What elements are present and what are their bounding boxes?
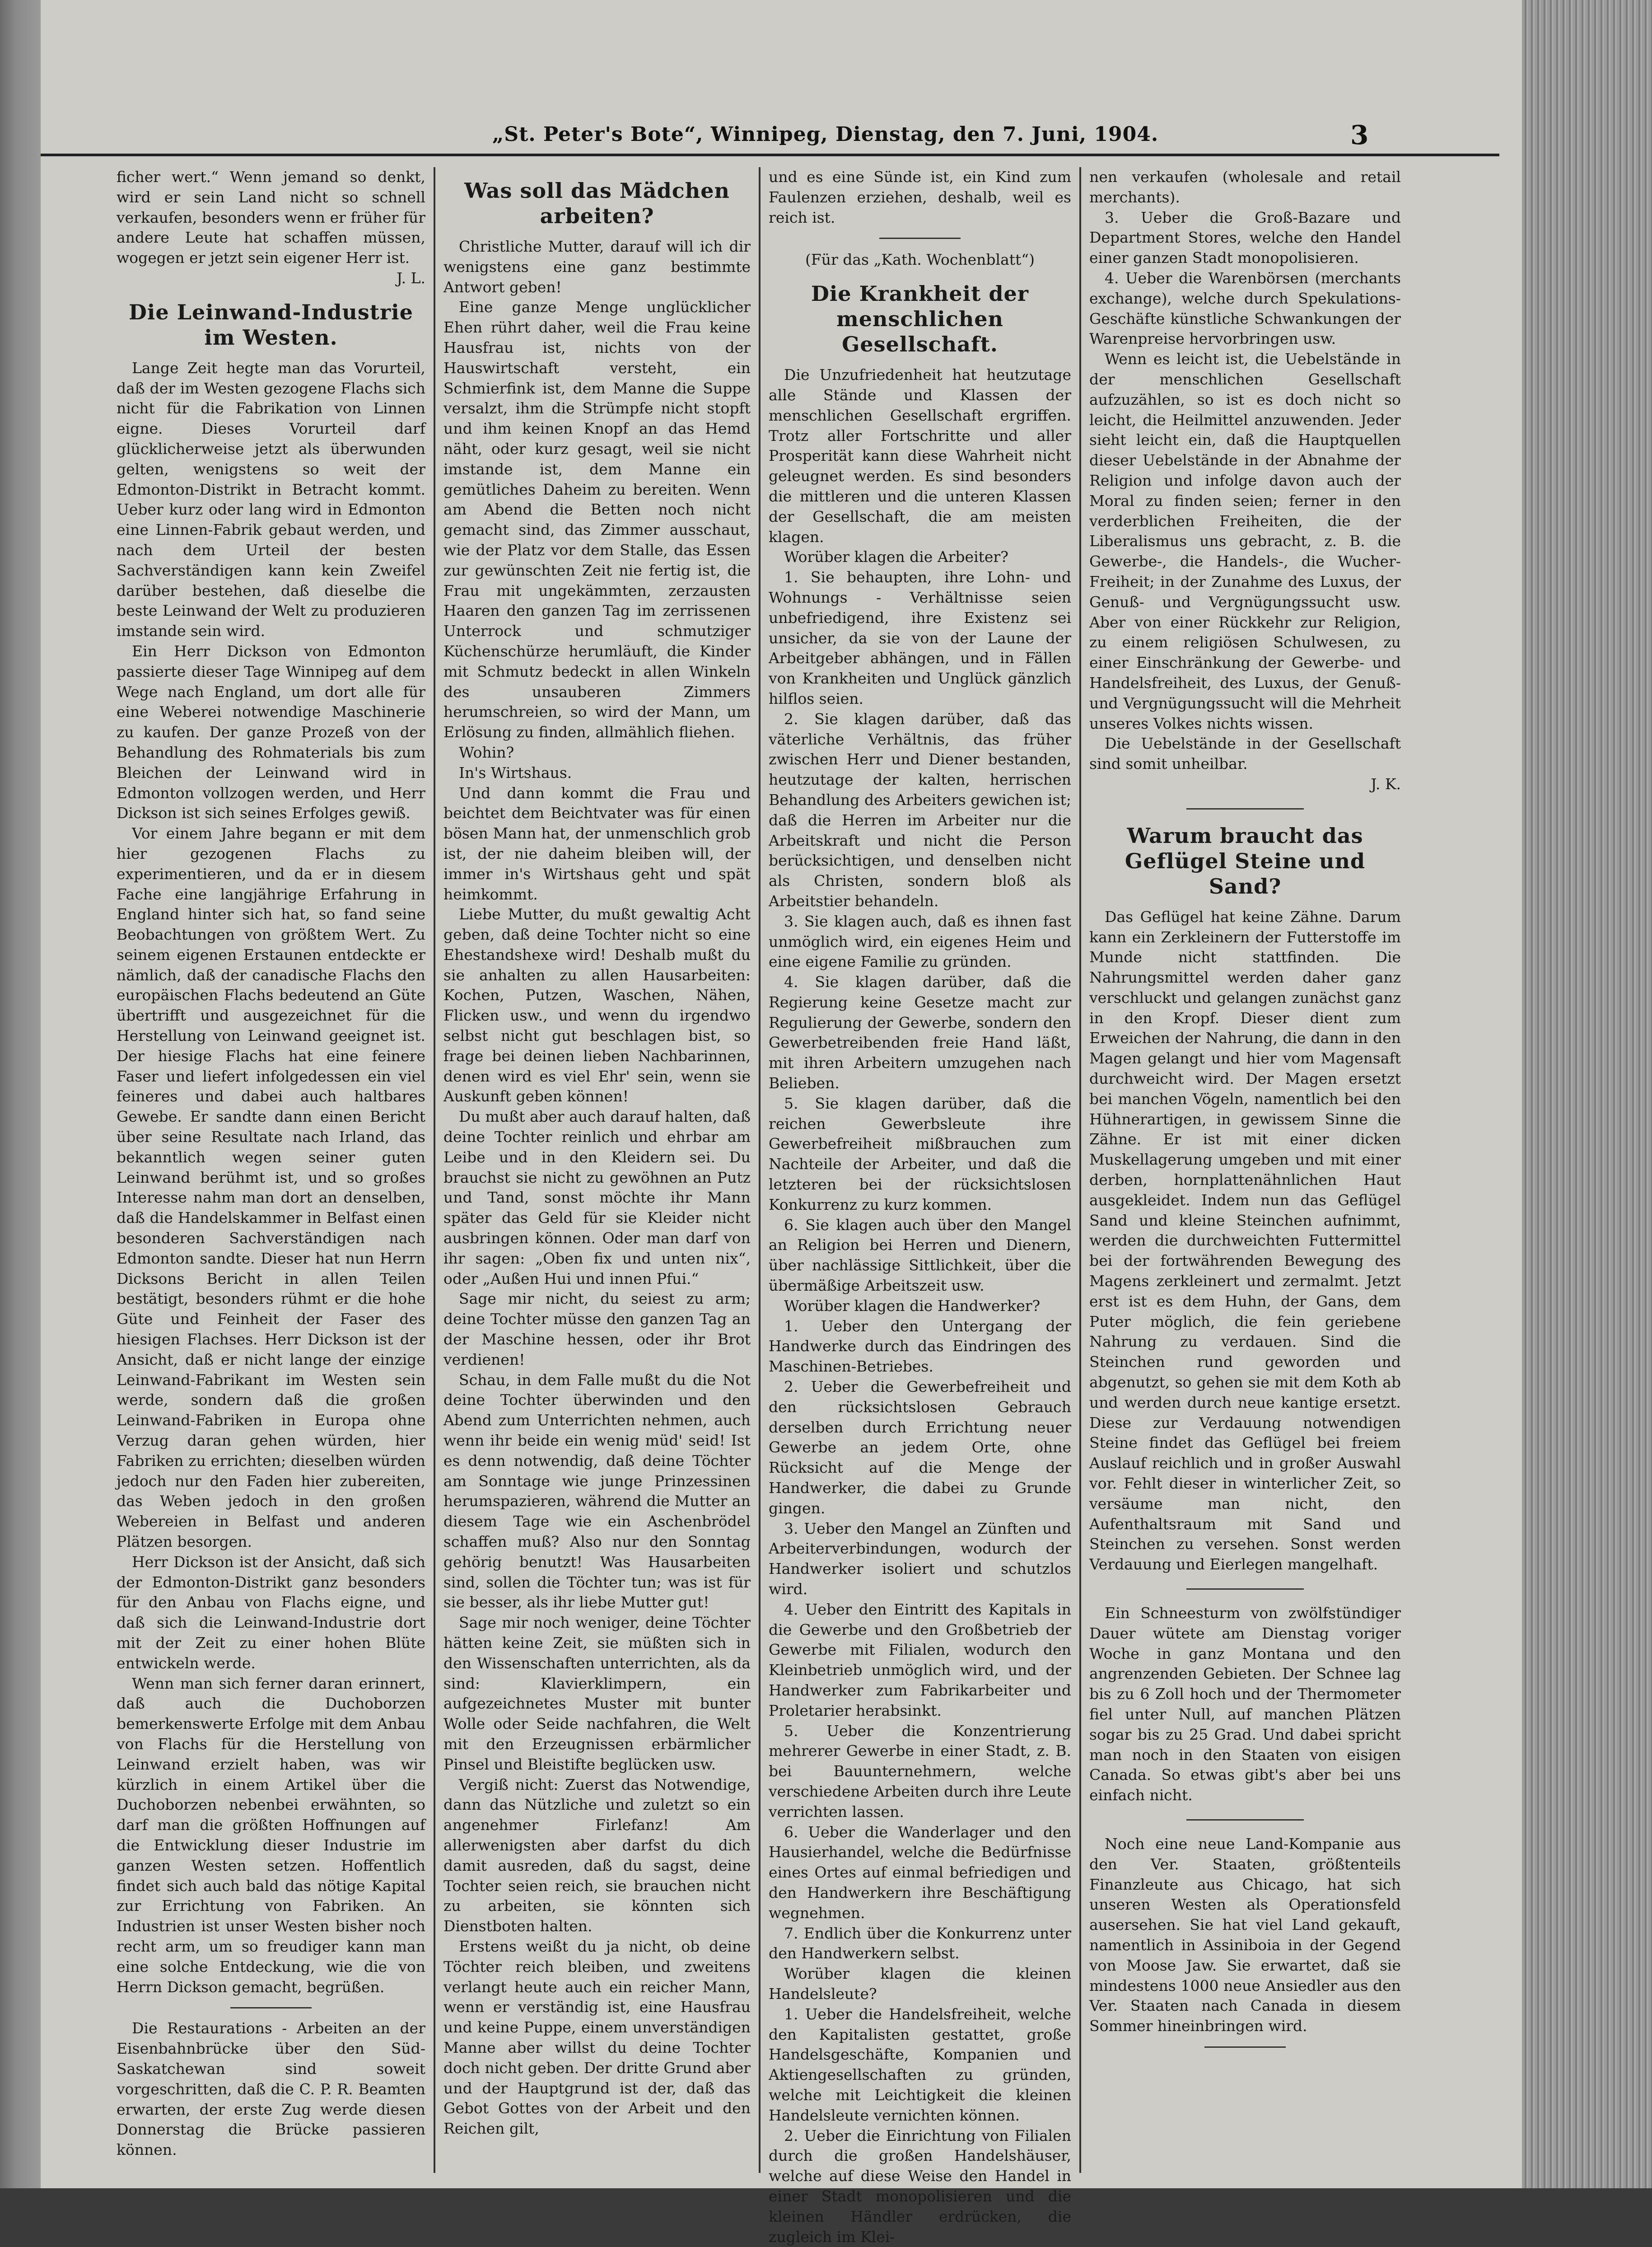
- paragraph: Das Geflügel hat keine Zähne. Darum kann ein Zerkleinern der Futterstoffe im Munde nicht stattfinden. Die Nahrungsmittel werden daher ganz verschluckt und gelangen zunächst ganz in den Kropf. Dieser dient zum Erweichen der Nahrung, die dann in den Magen gelangt und hier vom Magensaft durchweicht wird. Der Magen ersetzt bei manchen Vögeln, namentlich bei den Hühnerartigen, in gewissem Sinne die Zähne. Er ist mit einer dicken Muskellagerung umgeben und mit einer derben, hornplattenähnlichen Haut ausgekleidet. Indem nun das Geflügel Sand und kleine Steinchen aufnimmt, werden die durchweichten Futtermittel bei der fortwährenden Bewegung des Magens zerkleinert und zermalmt. Jetzt erst ist es dem Huhn, der Gans, dem Puter möglich, die fein geriebene Nahrung zu verdauen. Sind die Steinchen rund geworden und abgenutzt, so gehen sie mit dem Koth ab und werden durch neue kantige ersetzt. Diese zur Verdauung notwendigen Steine findet das Geflügel bei freiem Auslauf reichlich und in großer Auswahl vor. Fehlt dieser in winterlicher Zeit, so versäume man nicht, den Aufenthaltsraum mit Sand und Steinchen zu versehen. Sonst werden Verdauung und Eierlegen mangelhaft.: [1089, 908, 1401, 1573]
- paragraph: 7. Endlich über die Konkurrenz unter den Handwerkern selbst.: [769, 1924, 1071, 1962]
- paragraph: Worüber klagen die kleinen Handelsleute?: [769, 1965, 1071, 2003]
- source-note: (Für das „Kath. Wochenblatt“): [805, 251, 1035, 269]
- paragraph: 6. Ueber die Wanderlager und den Hausierhandel, welche die Bedürfnisse eines Ortes auf einmal befriedigen und den Handwerkern ihre Beschäftigung wegnehmen.: [769, 1823, 1071, 1922]
- article-headline: Was soll das Mädchen arbeiten?: [464, 178, 730, 228]
- page-number: 3: [1350, 120, 1369, 150]
- paragraph: Liebe Mutter, du mußt gewaltig Acht geben, daß deine Tochter nicht so eine Ehestandshexe wird! Deshalb mußt du sie anhalten zu allen Hausarbeiten: Kochen, Putzen, Waschen, Nähen, Flicken usw., und wenn du irgendwo selbst nicht gut beschlagen bist, so frage bei deinen lieben Nachbarinnen, denen wird es viel Ehr' sein, wenn sie Auskunft geben können!: [443, 905, 751, 1105]
- paragraph: Du mußt aber auch darauf halten, daß deine Tochter reinlich und ehrbar am Leibe und in den Kleidern sei. Du brauchst sie nicht zu gewöhnen an Putz und Tand, sonst möchte ihr Mann später das Geld für sie Kleider nicht ausbringen können. Oder man darf von ihr sagen: „Oben fix und unten nix“, oder „Außen Hui und innen Pfui.“: [443, 1108, 751, 1287]
- paragraph: 2. Ueber die Gewerbefreiheit und den rücksichtslosen Gebrauch derselben durch Errichtung neuer Gewerbe an jedem Orte, ohne Rücksicht auf die Menge der Handwerker, die dabei zu Grunde gingen.: [769, 1378, 1071, 1517]
- paragraph: 2. Sie klagen darüber, daß das väterliche Verhältnis, das früher zwischen Herr und Diener bestanden, heutzutage der kalten, herrischen Behandlung des Arbeiters gewichen ist; daß die Herren im Arbeiter nur die Arbeitskraft und nicht die Person berücksichtigen, und denselben nicht als Christen, sondern bloß als Arbeitstier behandeln.: [769, 710, 1071, 910]
- divider: [879, 238, 961, 239]
- article-headline: Warum braucht das Geflügel Steine und Sand?: [1125, 823, 1366, 899]
- paragraph: 4. Ueber den Eintritt des Kapitals in die Gewerbe und den Großbetrieb der Gewerbe mit Filialen, wodurch den Kleinbetrieb unmöglich wird, und der Handwerker zum Fabrikarbeiter und Proletarier herabsinkt.: [769, 1600, 1071, 1719]
- paragraph: Die Restaurations - Arbeiten an der Eisenbahnbrücke über den Süd-Saskatchewan sind soweit vorgeschritten, daß die C. P. R. Beamten erwarten, der erste Zug werde diesen Donnerstag die Brücke passieren können.: [117, 2019, 425, 2159]
- page-stack-edge: [1522, 0, 1652, 2188]
- paragraph: Lange Zeit hegte man das Vorurteil, daß der im Westen gezogene Flachs sich nicht für die Fabrikation von Linnen eigne. Dieses Vorurteil darf glücklicherweise jetzt als überwunden gelten, wenigstens so weit der Edmonton-Distrikt in Betracht kommt. Ueber kurz oder lang wird in Edmonton eine Linnen-Fabrik gebaut werden, und nach dem Urteil der besten Sachverständigen kann kein Zweifel darüber bestehen, daß dieselbe die beste Leinwand der Welt zu produzieren imstande sein wird.: [117, 359, 425, 640]
- paragraph: 4. Sie klagen darüber, daß die Regierung keine Gesetze macht zur Regulierung der Gewerbe, sondern den Gewerbetreibenden freie Hand läßt, mit ihren Arbeitern umzugehen nach Belieben.: [769, 973, 1071, 1092]
- paragraph: 1. Sie behaupten, ihre Lohn- und Wohnungs - Verhältnisse seien unbefriedigend, ihre Existenz sei unsicher, da sie von der Laune der Arbeitgeber abhängen, und in Fällen von Krankheiten und Unglück gänzlich hilflos seien.: [769, 568, 1071, 707]
- paragraph: Noch eine neue Land-Kompanie aus den Ver. Staaten, größtenteils Finanzleute aus Chicago, hat sich unseren Westen als Operationsfeld ausersehen. Sie hat viel Land gekauft, namentlich in Assiniboia in der Gegend von Moose Jaw. Sie erwartet, daß sie mindestens 1000 neue Ansiedler aus den Ver. Staaten nach Canada in diesem Sommer hineinbringen wird.: [1089, 1835, 1401, 2035]
- paragraph: 1. Ueber die Handelsfreiheit, welche den Kapitalisten gestattet, große Handelsgeschäfte, Kompanien und Aktiengesellschaften zu gründen, welche mit Leichtigkeit die kleinen Handelsleute vernichten können.: [769, 2005, 1071, 2124]
- paragraph: Herr Dickson ist der Ansicht, daß sich der Edmonton-Distrikt ganz besonders für den Anbau von Flachs eigne, und daß sich die Leinwand-Industrie dort mit der Zeit zu einer hohen Blüte entwickeln werde.: [117, 1553, 425, 1672]
- column-1: [108, 167, 434, 2177]
- column-3: [761, 167, 1079, 2246]
- paragraph: und es eine Sünde ist, ein Kind zum Faulenzen erziehen, deshalb, weil es reich ist.: [769, 168, 1071, 226]
- paragraph: Schau, in dem Falle mußt du die Not deine Tochter überwinden und den Abend zum Unterrichten nehmen, auch wenn ihr beide ein wenig müd' seid! Ist es denn notwendig, daß deine Töchter am Sonntage wie junge Prinzessinen herumspazieren, während die Mutter an diesem Tage wie ein Aschenbrödel schaffen muß? Also nur den Sonntag gehörig benutzt! Was Hausarbeiten sind, sollen die Töchter tun; was ist für sie besser, als ihr liebe Mutter gut!: [443, 1371, 751, 1611]
- paragraph: Vergiß nicht: Zuerst das Notwendige, dann das Nützliche und zuletzt so ein angenehmer Firlefanz! Am allerwenigsten aber darfst du dich damit ausreden, daß du sagst, deine Tochter seien reich, sie brauchen nicht zu arbeiten, sie könnten sich Dienstboten halten.: [443, 1775, 751, 1935]
- paragraph: Wenn man sich ferner daran erinnert, daß auch die Duchoborzen bemerkenswerte Erfolge mit dem Anbau von Flachs für die Herstellung von Leinwand erzielt haben, was wir kürzlich in einem Artikel über die Duchoborzen nebenbei erwähnten, so darf man die größten Hoffnungen auf die Entwicklung dieser Industrie im ganzen Westen setzen. Hoffentlich findet sich auch bald das nötige Kapital zur Errichtung von Fabriken. An Industrien ist unser Westen bisher noch recht arm, um so freudiger kann man eine solche Entdeckung, wie die von Herrn Dickson gemacht, begrüßen.: [117, 1674, 425, 1996]
- paragraph: Eine ganze Menge unglücklicher Ehen rührt daher, weil die Frau keine Hausfrau ist, nichts von der Hauswirtschaft versteht, ein Schmierfink ist, dem Manne die Suppe versalzt, ihm die Strümpfe nicht stopft und ihm keinen Knopf an das Hemd näht, oder kurz gesagt, weil sie nicht imstande ist, dem Manne ein gemütliches Daheim zu bereiten. Wenn am Abend die Betten noch nicht gemacht sind, das Zimmer ausschaut, wie der Platz vor dem Stalle, das Essen zur gewünschten Zeit nie fertig ist, die Frau mit ungekämmten, zerzausten Haaren den ganzen Tag im zerrissenen Unterrock und schmutziger Küchenschürze herumläuft, die Kinder mit Schmutz bedeckt in allen Winkeln des unsauberen Zimmers herumschreien, so wird der Mann, um Erlösung zu finden, allmählich fliehen.: [443, 298, 751, 741]
- signature: J. K.: [1371, 775, 1401, 793]
- paragraph: Ein Schneesturm von zwölfstündiger Dauer wütete am Dienstag voriger Woche in ganz Montana und den angrenzenden Gebieten. Der Schnee lag bis zu 6 Zoll hoch und der Thermometer fiel unter Null, auf manchen Plätzen sogar bis zu 25 Grad. Und dabei spricht man noch in den Staaten von eisigen Canada. So etwas gibt's aber bei uns einfach nicht.: [1089, 1604, 1401, 1804]
- paragraph: Wohin?: [459, 743, 514, 761]
- divider: [1186, 1819, 1304, 1821]
- paragraph: 3. Ueber die Groß-Bazare und Department Stores, welche den Handel einer ganzen Stadt monopolisieren.: [1089, 208, 1401, 267]
- paragraph: Christliche Mutter, darauf will ich dir wenigstens eine ganz bestimmte Antwort geben!: [443, 238, 751, 296]
- paragraph: Ein Herr Dickson von Edmonton passierte dieser Tage Winnipeg auf dem Wege nach England, um dort alle für eine Weberei notwendige Maschinerie zu kaufen. Der ganze Prozeß von der Behandlung des Rohmaterials bis zum Bleichen der Leinwand wird in Edmonton vollzogen werden, und Herr Dickson ist sich seines Erfolges gewiß.: [117, 642, 425, 822]
- signature: J. L.: [396, 269, 425, 287]
- paragraph: 5. Sie klagen darüber, daß die reichen Gewerbsleute ihre Gewerbefreiheit mißbrauchen zum Nachteile der Arbeiter, und daß die letzteren bei der rücksichtslosen Konkurrenz zu kurz kommen.: [769, 1094, 1071, 1213]
- paragraph: Erstens weißt du ja nicht, ob deine Töchter reich bleiben, und zweitens verlangt heute auch ein reicher Mann, wenn er verständig ist, eine Hausfrau und keine Puppe, einem unverständigen Manne aber willst du deine Tochter doch nicht geben. Der dritte Grund aber und der Hauptgrund ist der, daß das Gebot Gottes von der Arbeit und den Reichen gilt,: [443, 1937, 751, 2138]
- paragraph: Die Uebelstände in der Gesellschaft sind somit unheilbar.: [1089, 735, 1401, 773]
- paragraph: 2. Ueber die Einrichtung von Filialen durch die großen Handelshäuser, welche auf diese Weise den Handel in einer Stadt monopolisieren und die kleinen Händler erdrücken, die zugleich im Klei-: [769, 2126, 1071, 2246]
- header-title: „St. Peter's Bote“, Winnipeg, Dienstag, den 7. Juni, 1904.: [492, 123, 1159, 146]
- paragraph: 3. Sie klagen auch, daß es ihnen fast unmöglich wird, ein eigenes Heim und eine eigene Familie zu gründen.: [769, 912, 1071, 971]
- divider: [1186, 808, 1304, 810]
- paragraph: Wenn es leicht ist, die Uebelstände in der menschlichen Gesellschaft aufzuzählen, so ist es doch nicht so leicht, die Heilmittel anzuwenden. Jeder sieht leicht ein, daß die Hauptquellen dieser Uebelstände in der Abnahme der Religion und infolge davon auch der Moral zu finden seien; ferner in den verderblichen Freiheiten, die der Liberalismus uns gebracht, z. B. die Gewerbe-, die Handels-, die Wucher-Freiheit; in der Zunahme des Luxus, der Genuß- und Vergnügungssucht usw. Aber von einer Rückkehr zur Religion, zu einem religiösen Schulwesen, zu einer Einschränkung der Gewerbe- und Handelsfreiheit, des Luxus, der Genuß- und Vergnügungssucht will die Mehrheit unseres Volkes nichts wissen.: [1089, 350, 1401, 732]
- column-2: [435, 167, 759, 2177]
- article-headline: Die Krankheit der menschlichen Gesellschaft.: [811, 281, 1029, 357]
- paragraph: 6. Sie klagen auch über den Mangel an Religion bei Herren und Dienern, über nachlässige Sittlichkeit, über die übermäßige Arbeitszeit usw.: [769, 1216, 1071, 1295]
- paragraph: Sage mir nicht, du seiest zu arm; deine Tochter müsse den ganzen Tag an der Maschine hessen, oder ihr Brot verdienen!: [443, 1290, 751, 1368]
- paragraph: 3. Ueber den Mangel an Zünften und Arbeiterverbindungen, wodurch der Handwerker isoliert und schutzlos wird.: [769, 1519, 1071, 1598]
- paragraph: Worüber klagen die Arbeiter?: [784, 548, 1008, 566]
- paragraph: Sage mir noch weniger, deine Töchter hätten keine Zeit, sie müßten sich in den Wissenschaften unterrichten, als da sind: Klavierklimpern, ein aufgezeichnetes Muster mit bunter Wolle oder Seide nachfahren, die Welt mit den Erzeugnissen erbärmlicher Pinsel und Bleistifte beglücken usw.: [443, 1614, 751, 1773]
- paragraph: nen verkaufen (wholesale and retail merchants).: [1089, 168, 1401, 206]
- paragraph: Vor einem Jahre begann er mit dem hier gezogenen Flachs zu experimentieren, und da er in diesem Fache eine langjährige Erfahrung in England hinter sich hat, so fand seine Beobachtungen von größtem Wert. Zu seinem eigenen Erstaunen entdeckte er nämlich, daß der canadische Flachs den europäischen Flachs bedeutend an Güte übertrifft und ausgezeichnet für die Herstellung von Leinwand geeignet ist. Der hiesige Flachs hat eine feinere Faser und liefert infolgedessen ein viel feineres und dabei auch haltbares Gewebe. Er sandte dann einen Bericht über seine Resultate nach Irland, das bekanntlich wegen seiner guten Leinwand berühmt ist, und so großes Interesse nahm man dort an denselben, daß die Handelskammer in Belfast einen besonderen Sachverständigen nach Edmonton sandte. Dieser hat nun Herrn Dicksons Bericht in allen Teilen bestätigt, besonders rühmt er die hohe Güte und Feinheit der Faser des hiesigen Flachses. Herr Dickson ist der Ansicht, daß er nicht lange der einzige Leinwand-Fabrikant im Westen sein werde, sondern daß die großen Leinwand-Fabriken in Europa ohne Verzug daran gehen würden, hier Fabriken zu errichten; dieselben würden jedoch nur den Faden hier zubereiten, das Weben jedoch in den großen Webereien in Belfast und anderen Plätzen besorgen.: [117, 824, 425, 1550]
- column-4: [1081, 167, 1409, 2177]
- paragraph: Die Unzufriedenheit hat heutzutage alle Stände und Klassen der menschlichen Gesellschaft ergriffen. Trotz aller Fortschritte und aller Prosperität kann diese Wahrheit nicht geleugnet werden. Es sind besonders die mittleren und die unteren Klassen der Gesellschaft, die am meisten klagen.: [769, 366, 1071, 546]
- running-header: [41, 113, 1499, 156]
- paragraph: 1. Ueber den Untergang der Handwerke durch das Eindringen des Maschinen-Betriebes.: [769, 1317, 1071, 1376]
- paragraph: 5. Ueber die Konzentrierung mehrerer Gewerbe in einer Stadt, z. B. bei Bauunternehmern, welche verschiedene Arbeiten durch ihre Leute verrichten lassen.: [769, 1722, 1071, 1821]
- paragraph: Und dann kommt die Frau und beichtet dem Beichtvater was für einen bösen Mann hat, der unmenschlich grob ist, der nie daheim bleiben will, der immer in's Wirtshaus geht und spät heimkommt.: [443, 784, 751, 903]
- paragraph: In's Wirtshaus.: [459, 763, 572, 782]
- paragraph: Worüber klagen die Handwerker?: [784, 1297, 1041, 1315]
- article-headline: Die Leinwand-Industrie im Westen.: [129, 300, 413, 350]
- divider: [230, 2007, 312, 2008]
- paragraph: ficher wert.“ Wenn jemand so denkt, wird er sein Land nicht so schnell verkaufen, besonders wenn er früher für andere Leute hat schaffen müssen, wogegen er jetzt sein eigener Herr ist.: [117, 168, 425, 267]
- adjacent-page-edge: [0, 0, 41, 2188]
- divider: [1204, 2046, 1286, 2048]
- paragraph: 4. Ueber die Warenbörsen (merchants exchange), welche durch Spekulations-Geschäfte künstliche Schwankungen der Warenpreise hervorbringen usw.: [1089, 269, 1401, 348]
- divider: [1186, 1588, 1304, 1590]
